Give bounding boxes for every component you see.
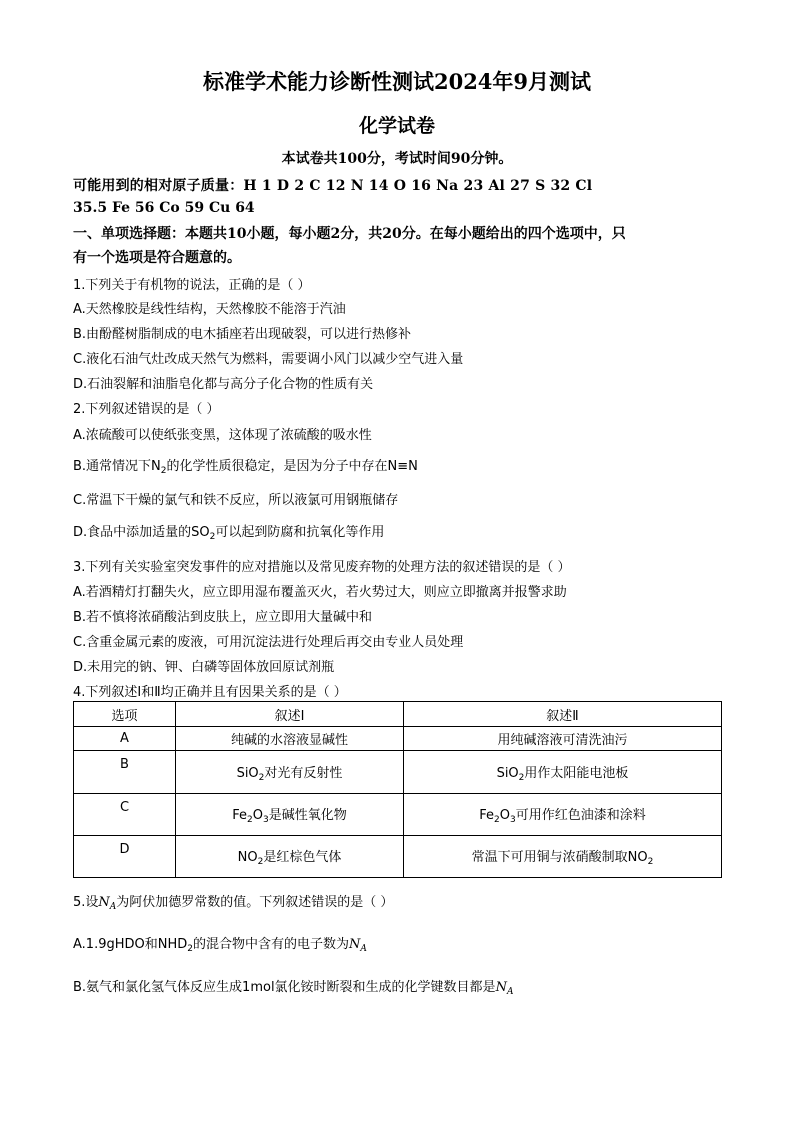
q3-option-c: C.含重金属元素的废液，可用沉淀法进行处理后再交由专业人员处理 bbox=[73, 635, 464, 650]
q3-stem: 3.下列有关实验室突发事件的应对措施以及常见废弃物的处理方法的叙述错误的是（ ） bbox=[73, 560, 571, 575]
table-cell-statement-2: $Fe_2O_3$可用作红色油漆和涂料 bbox=[404, 794, 722, 836]
q3-option-b: B.若不慎将浓硝酸沾到皮肤上，应立即用大量碱中和 bbox=[73, 610, 373, 625]
table-cell-statement-2: 用纯碱溶液可清洗油污 bbox=[404, 727, 722, 751]
table-cell-statement-1: $Fe_2O_3$是碱性氧化物 bbox=[176, 794, 404, 836]
q4-stem: 4.下列叙述Ⅰ和Ⅱ均正确并且有因果关系的是（ ） bbox=[73, 685, 347, 700]
q2-stem: 2.下列叙述错误的是（ ） bbox=[73, 402, 220, 417]
exam-info: 本试卷共100分，考试时间90分钟。 bbox=[281, 151, 513, 167]
table-header-row bbox=[74, 702, 722, 727]
q1-option-d: D.石油裂解和油脂皂化都与高分子化合物的性质有关 bbox=[73, 377, 374, 392]
q5-option-a: A.1.9gHDO和$NHD_2$的混合物中含有的电子数为$N_A$ bbox=[73, 937, 367, 954]
table-cell-option: C bbox=[74, 794, 176, 836]
page-title: 标准学术能力诊断性测试2024年9月测试 bbox=[202, 69, 592, 94]
q1-option-b: B.由酚醛树脂制成的电木插座若出现破裂，可以进行热修补 bbox=[73, 327, 412, 342]
table-row bbox=[74, 727, 722, 751]
table-cell-option: B bbox=[74, 751, 176, 794]
table-cell-option: A bbox=[74, 727, 176, 751]
q5-stem: 5.设$N_A$为阿伏加德罗常数的值。下列叙述错误的是（ ） bbox=[73, 895, 394, 912]
q1-option-c: C.液化石油气灶改成天然气为燃料，需要调小风门以减少空气进入量 bbox=[73, 352, 464, 367]
section-heading-line-2: 有一个选项是符合题意的。 bbox=[73, 250, 241, 266]
q4-table bbox=[73, 701, 722, 878]
table-row bbox=[74, 751, 722, 794]
q1-stem: 1.下列关于有机物的说法，正确的是（ ） bbox=[73, 278, 311, 293]
table-header-statement-1: 叙述Ⅰ bbox=[176, 702, 404, 727]
table-row bbox=[74, 794, 722, 836]
section-heading-line-1: 一、单项选择题：本题共10小题，每小题2分，共20分。在每小题给出的四个选项中，只 bbox=[73, 226, 626, 242]
table-header-option: 选项 bbox=[74, 702, 176, 727]
q2-option-d: D.食品中添加适量的$SO_2$可以起到防腐和抗氧化等作用 bbox=[73, 525, 385, 542]
q3-option-d: D.未用完的钠、钾、白磷等固体放回原试剂瓶 bbox=[73, 660, 335, 675]
table-cell-statement-2: SiO$_2$用作太阳能电池板 bbox=[404, 751, 722, 794]
page-subtitle: 化学试卷 bbox=[358, 115, 435, 137]
q3-option-a: A.若酒精灯打翻失火，应立即用湿布覆盖灭火，若火势过大，则应立即撤离并报警求助 bbox=[73, 585, 567, 600]
q2-option-b: B.通常情况下$N_2$的化学性质很稳定，是因为分子中存在N≡N bbox=[73, 459, 418, 476]
q5-option-b: B.氨气和氯化氢气体反应生成1mol氯化铵时断裂和生成的化学键数目都是$N_A$ bbox=[73, 980, 514, 997]
table-row bbox=[74, 836, 722, 878]
table-cell-statement-1: 纯碱的水溶液显碱性 bbox=[176, 727, 404, 751]
q2-option-a: A.浓硫酸可以使纸张变黑，这体现了浓硫酸的吸水性 bbox=[73, 428, 372, 443]
table-cell-option: D bbox=[74, 836, 176, 878]
atomic-mass-line-1: 可能用到的相对原子质量：H 1 D 2 C 12 N 14 O 16 Na 23 Al 27 S 32 Cl bbox=[73, 178, 593, 194]
q2-option-c: C.常温下干燥的氯气和铁不反应，所以液氯可用钢瓶储存 bbox=[73, 493, 399, 508]
table-cell-statement-1: SiO$_2$对光有反射性 bbox=[176, 751, 404, 794]
atomic-mass-line-2: 35.5 Fe 56 Co 59 Cu 64 bbox=[73, 200, 255, 216]
table-cell-statement-1: $NO_2$是红棕色气体 bbox=[176, 836, 404, 878]
table-header-statement-2: 叙述Ⅱ bbox=[404, 702, 722, 727]
table-cell-statement-2: 常温下可用铜与浓硝酸制取$NO_2$ bbox=[404, 836, 722, 878]
q1-option-a: A.天然橡胶是线性结构，天然橡胶不能溶于汽油 bbox=[73, 302, 346, 317]
